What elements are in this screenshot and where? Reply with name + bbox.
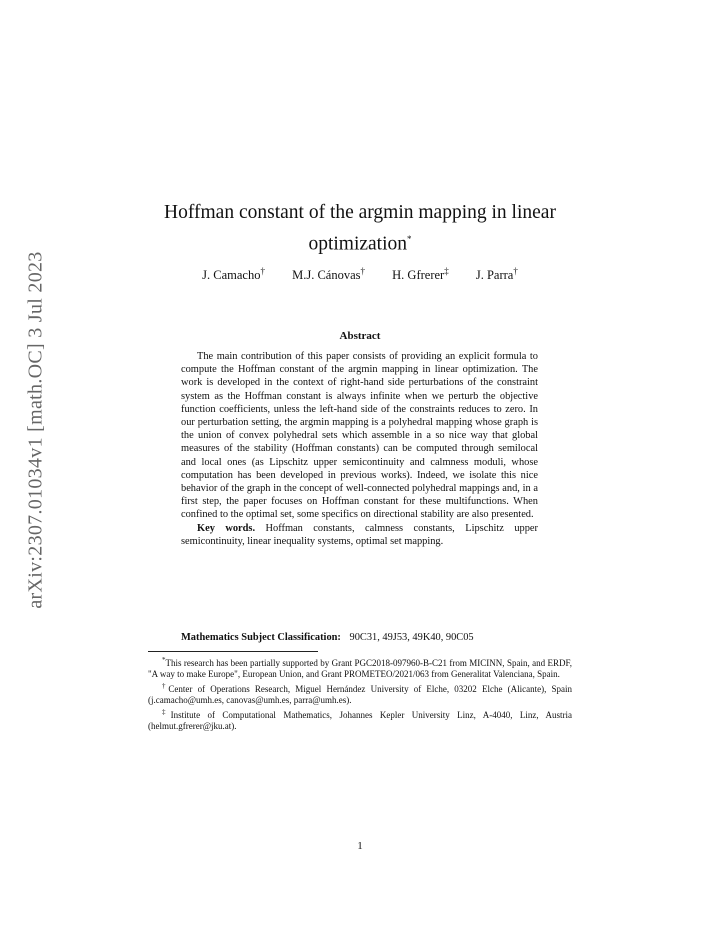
footnote-mark: † (162, 681, 169, 690)
author-name: H. Gfrerer (392, 268, 445, 283)
author (392, 268, 449, 282)
author-mark: † (260, 266, 265, 276)
footnotes (148, 655, 572, 732)
author-mark: † (360, 266, 366, 276)
author-mark: ‡ (444, 266, 449, 276)
msc-line (181, 632, 561, 643)
page-number: 1 (357, 840, 363, 852)
footnote (148, 707, 572, 733)
footnote-text: This research has been partially supported by Grant PGC2018-097960-B-C21 from MICINN, Spain, and ERDF, "A way to make Europe", European Union, and Grant PROMETEO/2021/063 from Generalitat Valenciana, Spain. (148, 658, 572, 680)
author-list (148, 266, 572, 283)
arxiv-side-stamp: arXiv:2307.01034v1 [math.OC] 3 Jul 2023 (24, 251, 47, 609)
footnote (148, 655, 572, 681)
author-name: M.J. Cánovas (292, 268, 361, 283)
title-footnote-mark: * (407, 234, 412, 244)
abstract-body (181, 350, 538, 548)
author-mark: † (513, 266, 518, 276)
keywords-label: Key words. (197, 522, 256, 534)
keywords-text: Hoffman constants, calmness constants, Lipschitz upper semicontinuity, linear inequality systems, optimal set mapping. (181, 522, 538, 547)
author-name: J. Camacho (202, 268, 261, 283)
footnote (148, 681, 572, 707)
author (292, 268, 365, 282)
paper-title (148, 199, 572, 258)
footnote-mark: ‡ (162, 707, 171, 716)
footnote-text: Institute of Computational Mathematics, Johannes Kepler University Linz, A-4040, Linz, Austria (helmut.gfrerer@jku.at). (148, 709, 573, 732)
msc-label: Mathematics Subject Classification: (181, 632, 341, 643)
author-name: J. Parra (475, 268, 514, 283)
abstract-text: The main contribution of this paper consists of providing an explicit formula to compute the Hoffman constant of the argmin mapping in linear optimization. The work is developed in the context of right-hand side perturbations of the constraint system as the Hoffman constant is always infinite when we perturb the objective function coefficients, unless the left-hand side of the constraints reduces to zero. In our perturbation setting, the argmin mapping is a polyhedral mapping whose graph is the union of convex polyhedral sets which assemble in a so nice way that global measures of the stability (Hoffman constants) can be computed through semilocal and local ones (as Lipschitz upper semicontinuity and calmness moduli, whose computation has been developed in previous works). Indeed, we isolate this nice behavior of the graph in the concept of well-connected polyhedral mappings and, in a first step, the paper focuses on Hoffman constant for these multifunctions. When confined to the optimal set, some specifics on directional stability are also presented. (181, 351, 538, 521)
keywords-paragraph (181, 522, 538, 548)
author (202, 268, 265, 282)
footnote-text: Center of Operations Research, Miguel Hernández University of Elche, 03202 Elche (Alicante), Spain (j.camacho@umh.es, canovas@umh.es, parra@umh.es). (148, 683, 572, 706)
author (476, 268, 518, 282)
title-line-1: Hoffman constant of the argmin mapping in linear (164, 202, 556, 223)
footnote-rule (148, 651, 318, 652)
abstract-heading: Abstract (339, 330, 381, 342)
title-line-2 (148, 226, 572, 258)
footnote-mark: * (162, 656, 166, 664)
title-line-2-text: optimization (308, 233, 408, 255)
msc-codes: 90C31, 49J53, 49K40, 90C05 (349, 632, 474, 643)
